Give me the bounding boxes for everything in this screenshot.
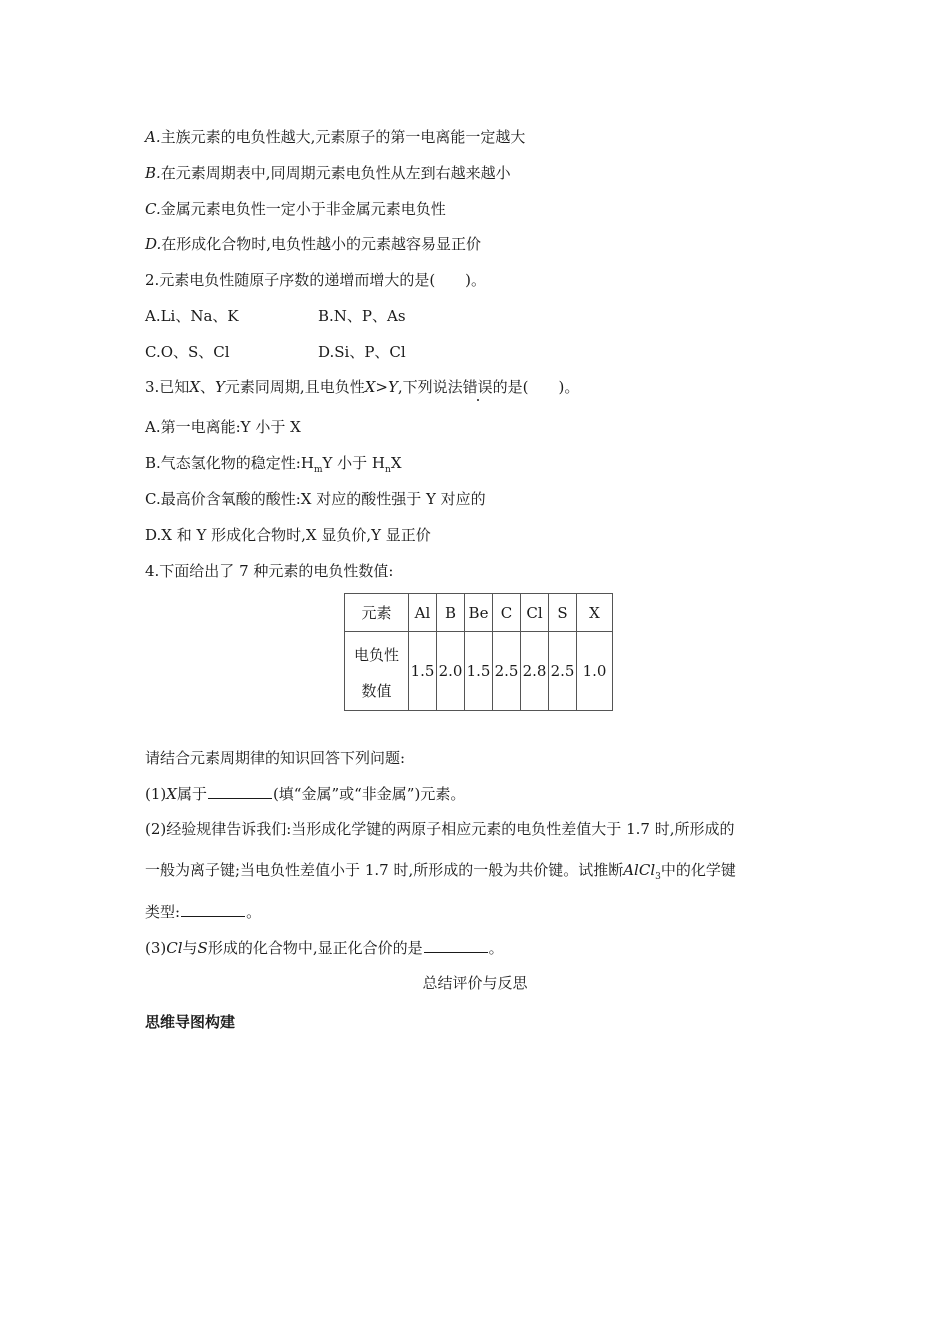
q3-stem [145,377,579,397]
option-text: 主族元素的电负性越大,元素原子的第一电离能一定越大 [160,128,526,146]
q3-stem-part: 的是( )。 [492,378,580,396]
q3-option-d: D.X 和 Y 形成化合物时,X 显负价,Y 显正价 [145,526,431,544]
q4-prompt: 请结合元素周期律的知识回答下列问题: [145,749,406,767]
option-letter: B. [145,164,161,182]
part-text: 中的化学键 [660,861,736,879]
q1-option-c [145,199,446,219]
element-cell: C [493,594,521,632]
q2-stem: 2.元素电负性随原子序数的递增而增大的是( )。 [145,271,487,289]
variable-x: X [166,785,177,803]
part-text: 。 [246,903,262,921]
option-letter: D. [145,235,162,253]
value-cell: 2.8 [521,632,549,711]
subsection-title: 思维导图构建 [145,1013,236,1031]
element-cell: S [549,594,577,632]
option-text: Y 小于 H [322,454,386,472]
section-title: 总结评价与反思 [422,974,528,992]
subscript: 3 [655,872,661,882]
value-cell: 1.0 [577,632,613,711]
value-cell: 2.5 [493,632,521,711]
q3-stem-part: 元素同周期,且电负性 [224,378,365,396]
q4-part-2-line-1: (2)经验规律告诉我们:当形成化学键的两原子相应元素的电负性差值大于 1.7 时,所形成的 [145,820,735,838]
table-row [345,632,613,711]
part-text: 。 [488,939,504,957]
q4-stem: 4.下面给出了 7 种元素的电负性数值: [145,562,394,580]
q4-part-2-line-2 [145,860,736,887]
q2-option-d: D.Si、P、Cl [318,343,406,361]
part-text: 形成的化合物中,显正化合价的是 [207,939,423,957]
value-cell: 2.0 [437,632,465,711]
formula-alcl3: AlCl [623,861,656,879]
answer-blank[interactable] [208,784,272,799]
q4-part-3 [145,938,504,958]
q2-option-a: A.Li、Na、K [145,307,239,325]
value-cell: 2.5 [549,632,577,711]
q1-option-a [145,127,525,147]
part-text: (1) [145,785,167,803]
element-cell: Al [409,594,437,632]
answer-blank[interactable] [424,938,488,953]
element-cell: Cl [521,594,549,632]
table-header-label: 元素 [345,594,409,632]
variable-x: X [189,378,200,396]
option-letter: C. [145,200,161,218]
value-cell: 1.5 [465,632,493,711]
part-text: (3) [145,939,167,957]
table-row-label [345,632,409,711]
subscript: n [385,465,391,475]
part-text: 一般为离子键;当电负性差值小于 1.7 时,所形成的一般为共价键。试推断 [145,861,624,879]
condition-x-gt-y: X>Y [364,378,398,396]
element-cell: X [577,594,613,632]
q3-option-c: C.最高价含氧酸的酸性:X 对应的酸性强于 Y 对应的 [145,490,486,508]
q4-part-1 [145,784,465,804]
part-text: 与 [182,939,198,957]
option-text: 在形成化合物时,电负性越小的元素越容易显正价 [161,235,482,253]
q3-stem-part: 、 [200,378,216,396]
option-text: 在元素周期表中,同周期元素电负性从左到右越来越小 [160,164,511,182]
q1-option-d [145,234,481,254]
option-letter: A. [145,128,161,146]
element-s: S [197,939,208,957]
option-text: X [390,454,402,472]
answer-blank[interactable] [181,902,245,917]
q1-option-b [145,163,511,183]
q3-stem-part: ,下列说法 [397,378,463,396]
value-cell: 1.5 [409,632,437,711]
row-label-line: 电负性 [353,646,399,664]
variable-y: Y [215,378,225,396]
element-cell: B [437,594,465,632]
element-cell: Be [465,594,493,632]
emphasis-wrong: 错误 [462,378,493,396]
q2-option-c: C.O、S、Cl [145,343,230,361]
q3-stem-part: 3.已知 [145,378,190,396]
option-text: 金属元素电负性一定小于非金属元素电负性 [160,200,446,218]
part-text: 类型: [145,903,181,921]
element-cl: Cl [166,939,183,957]
q3-option-a: A.第一电离能:Y 小于 X [145,418,301,436]
part-text: 属于 [176,785,207,803]
option-text: B.气态氢化物的稳定性:H [145,454,314,472]
q4-part-2-line-3 [145,902,261,922]
q3-option-b [145,453,402,480]
row-label-line: 数值 [361,682,392,700]
table-row [345,594,613,632]
part-text: (填“金属”或“非金属”)元素。 [272,785,466,803]
subscript: m [313,465,323,475]
q2-option-b: B.N、P、As [318,307,406,325]
electronegativity-table [344,593,613,711]
